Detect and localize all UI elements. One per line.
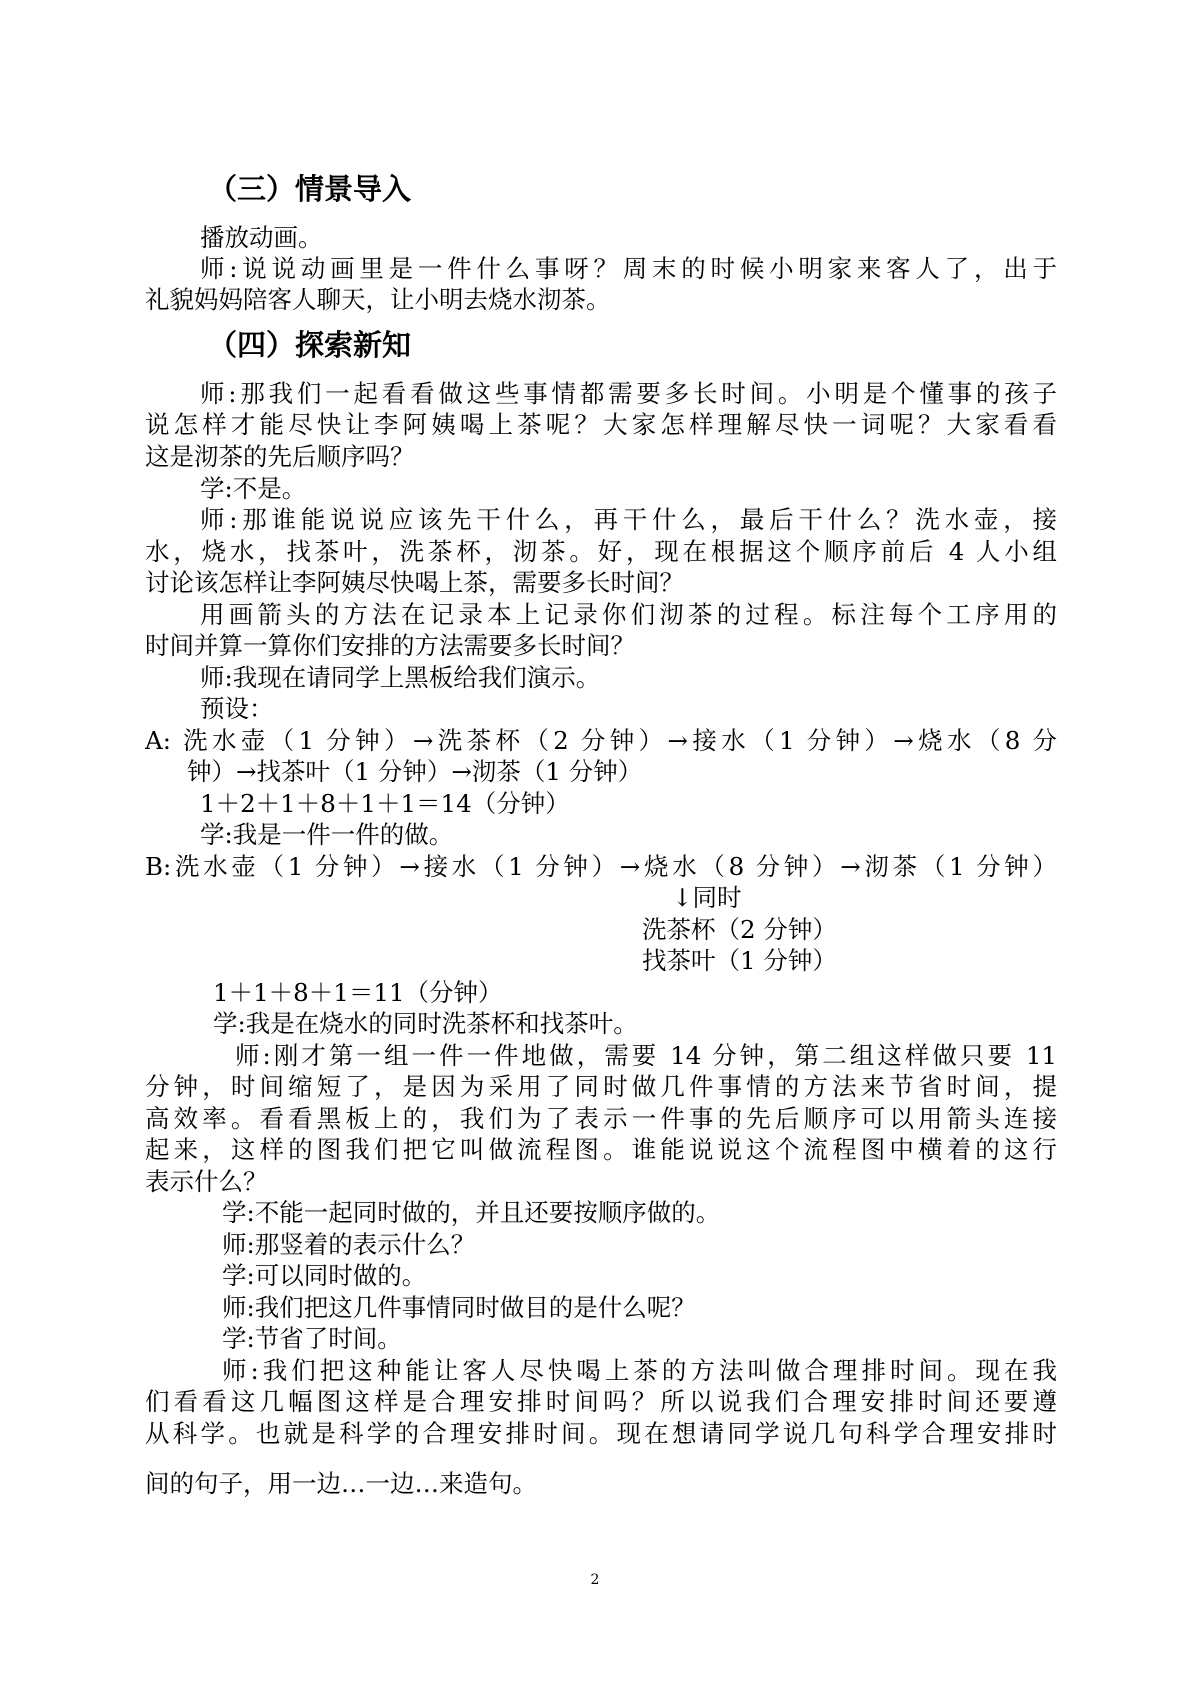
text-line: 这是沏茶的先后顺序吗？ xyxy=(145,442,415,471)
text-line: 师:那谁能说说应该先干什么，再干什么，最后干什么？洗水壶，接 xyxy=(200,505,1057,534)
text-line: 水，烧水，找茶叶，洗茶杯，沏茶。好，现在根据这个顺序前后 4 人小组 xyxy=(145,537,1057,566)
text-line: 播放动画。 xyxy=(200,223,323,252)
plan-b-branch: 找茶叶（1 分钟） xyxy=(642,946,837,975)
page-number: 2 xyxy=(590,1572,600,1588)
text-line: 学:我是一件一件的做。 xyxy=(200,820,454,849)
text-line: 说怎样才能尽快让李阿姨喝上茶呢？大家怎样理解尽快一词呢？大家看看 xyxy=(145,410,1057,439)
text-line: 讨论该怎样让李阿姨尽快喝上茶，需要多长时间？ xyxy=(145,568,684,597)
text-line: 分钟，时间缩短了，是因为采用了同时做几件事情的方法来节省时间，提 xyxy=(145,1072,1057,1101)
plan-b-formula: 1＋1＋8＋1＝11（分钟） xyxy=(213,978,503,1007)
text-line: 师:我现在请同学上黑板给我们演示。 xyxy=(200,663,601,692)
text-line: 时间并算一算你们安排的方法需要多长时间？ xyxy=(145,631,635,660)
plan-b-simultaneous: ↓同时 xyxy=(672,883,742,912)
text-line: 学:节省了时间。 xyxy=(222,1324,402,1353)
text-line: 用画箭头的方法在记录本上记录你们沏茶的过程。标注每个工序用的 xyxy=(200,600,1057,629)
text-line: 师:那竖着的表示什么？ xyxy=(222,1230,476,1259)
plan-b-branch: 洗茶杯（2 分钟） xyxy=(642,915,837,944)
text-line: 师:我们把这种能让客人尽快喝上茶的方法叫做合理排时间。现在我 xyxy=(222,1356,1057,1385)
text-line: 起来，这样的图我们把它叫做流程图。谁能说说这个流程图中横着的这行 xyxy=(145,1135,1057,1164)
text-line: 间的句子，用一边…一边…来造句。 xyxy=(145,1469,537,1498)
text-line: 师:我们把这几件事情同时做目的是什么呢？ xyxy=(222,1293,696,1322)
text-line: 师:说说动画里是一件什么事呀？周末的时候小明家来客人了，出于 xyxy=(200,254,1057,283)
text-line: 学:不能一起同时做的，并且还要按顺序做的。 xyxy=(222,1198,721,1227)
text-line: 从科学。也就是科学的合理安排时间。现在想请同学说几句科学合理安排时 xyxy=(145,1419,1057,1448)
plan-b-line: B:洗水壶（1 分钟）→接水（1 分钟）→烧水（8 分钟）→沏茶（1 分钟） xyxy=(145,852,1057,881)
text-line: 礼貌妈妈陪客人聊天，让小明去烧水沏茶。 xyxy=(145,285,611,314)
plan-a-formula: 1＋2＋1＋8＋1＋1＝14（分钟） xyxy=(200,789,570,818)
text-line: 预设： xyxy=(200,694,274,723)
text-line: 高效率。看看黑板上的，我们为了表示一件事的先后顺序可以用箭头连接 xyxy=(145,1104,1057,1133)
text-line: 表示什么？ xyxy=(145,1167,268,1196)
text-line: 学:我是在烧水的同时洗茶杯和找茶叶。 xyxy=(213,1009,638,1038)
text-line: 学:可以同时做的。 xyxy=(222,1261,427,1290)
heading-explore-new: （四）探索新知 xyxy=(208,328,412,362)
text-line: 师:那我们一起看看做这些事情都需要多长时间。小明是个懂事的孩子 xyxy=(200,379,1057,408)
text-line: 学:不是。 xyxy=(200,474,307,503)
plan-a-line: A: 洗水壶（1 分钟）→洗茶杯（2 分钟）→接水（1 分钟）→烧水（8 分 xyxy=(145,726,1057,755)
heading-situation-intro: （三）情景导入 xyxy=(208,172,412,206)
plan-a-line: 钟）→找茶叶（1 分钟）→沏茶（1 分钟） xyxy=(187,757,643,786)
text-line: 们看看这几幅图这样是合理安排时间吗？所以说我们合理安排时间还要遵 xyxy=(145,1387,1057,1416)
text-line: 师:刚才第一组一件一件地做，需要 14 分钟，第二组这样做只要 11 xyxy=(235,1041,1057,1070)
